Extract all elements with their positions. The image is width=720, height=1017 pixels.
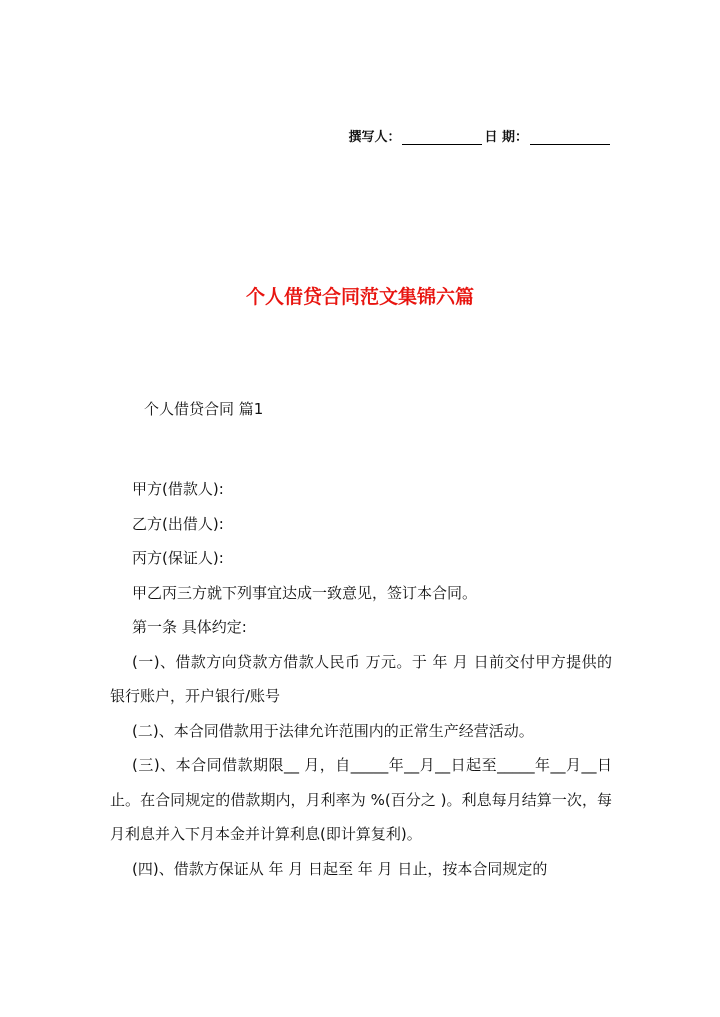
section-title: 个人借贷合同 篇1 (144, 400, 264, 418)
document-title: 个人借贷合同范文集锦六篇 (245, 286, 474, 308)
paragraph: (三)、本合同借款期限__ 月，自_____年__月__日起至_____年__月__日止。在合同规定的借款期内，月利率为 %(百分之 )。利息每月结算一次，每月利息并入下月本金并计算利息(即计算复利)。 (110, 756, 612, 843)
paragraph: (四)、借款方保证从 年 月 日起至 年 月 日止，按本合同规定的 (132, 859, 548, 878)
date-label: 日 期： (484, 130, 528, 145)
paragraph: 乙方(出借人): (132, 514, 224, 533)
paragraph: 甲乙丙三方就下列事宜达成一致意见，签订本合同。 (132, 583, 478, 602)
author-label: 撰写人： (348, 130, 401, 145)
paragraph: 甲方(借款人): (132, 480, 224, 498)
paragraph: 第一条 具体约定: (132, 618, 247, 636)
paragraph: 丙方(保证人): (132, 549, 224, 567)
header-meta (348, 126, 612, 145)
paragraph: (一)、借款方向贷款方借款人民币 万元。于 年 月 日前交付甲方提供的银行账户，开户银行/账号 (110, 652, 612, 705)
paragraph: (二)、本合同借款用于法律允许范围内的正常生产经营活动。 (132, 721, 534, 740)
author-blank (402, 131, 482, 145)
document-body (110, 472, 612, 886)
date-blank (530, 131, 610, 145)
